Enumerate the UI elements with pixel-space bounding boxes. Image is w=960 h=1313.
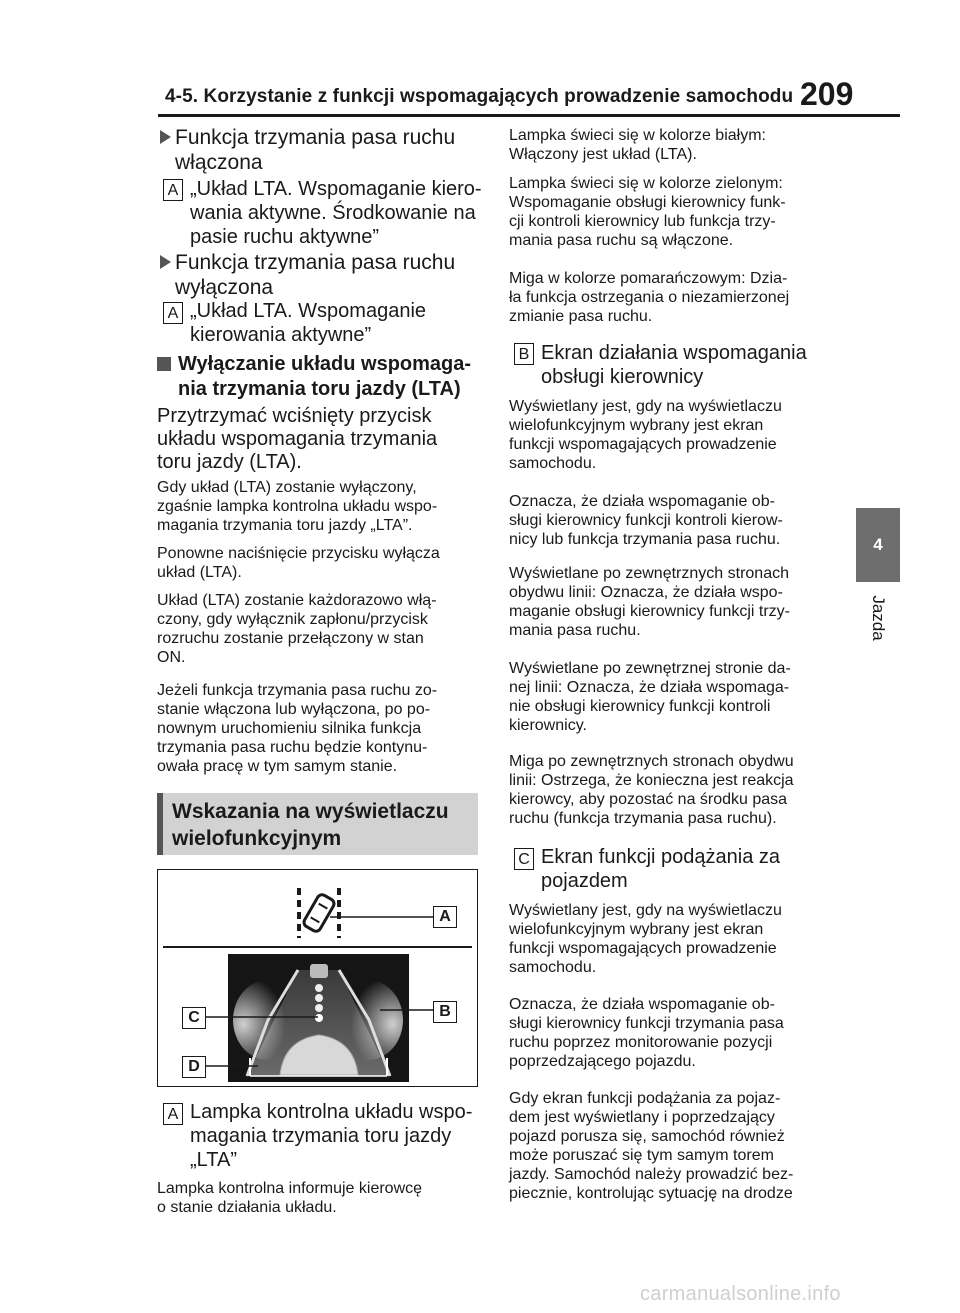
header-title: 4-5. Korzystanie z funkcji wspomagających prowadzenie samochodu bbox=[165, 86, 794, 107]
paragraph: Wyświetlane po zewnętrznych stronach obydwu linii: Oznacza, że działa wspo- maganie obsługi kierownicy funkcji trzy- mania pasa ruchu. bbox=[509, 565, 790, 639]
item-text: „Układ LTA. Wspomaganie kiero- wania aktywne. Środkowanie na pasie ruchu aktywne” bbox=[190, 178, 482, 248]
note-text: Ponowne naciśnięcie przycisku wyłącza układ (LTA). bbox=[157, 545, 440, 581]
item-text: Ekran funkcji podążania za pojazdem bbox=[541, 846, 781, 892]
figure-label-b: B bbox=[433, 1001, 457, 1023]
lta-indicator-icon bbox=[299, 888, 339, 938]
label-badge: A bbox=[163, 302, 183, 324]
display-illustration bbox=[158, 870, 477, 1086]
item-text: „Układ LTA. Wspomaganie kierowania aktywne” bbox=[190, 300, 427, 346]
item-text: Lampka kontrolna układu wspo- magania trzymania toru jazdy „LTA” bbox=[190, 1101, 473, 1171]
paragraph: Oznacza, że działa wspomaganie ob- sługi kierownicy funkcji kontroli kierow- nicy lub funkcja trzymania pasa ruchu. bbox=[509, 493, 783, 548]
header-rule bbox=[158, 114, 900, 117]
paragraph: Wyświetlany jest, gdy na wyświetlaczu wielofunkcyjnym wybrany jest ekran funkcji wspomagających prowadzenie samochodu. bbox=[509, 398, 782, 472]
note-text: Układ (LTA) zostanie każdorazowo włą- czony, gdy wyłącznik zapłonu/przycisk rozruchu zostanie przełączony w stan ON. bbox=[157, 592, 437, 666]
chapter-label: Jazda bbox=[869, 595, 888, 641]
label-badge: A bbox=[163, 1103, 183, 1125]
item-text: Ekran działania wspomagania obsługi kierownicy bbox=[541, 342, 807, 388]
note-text: Lampka kontrolna informuje kierowcę o stanie działania układu. bbox=[157, 1180, 423, 1216]
paragraph: Miga w kolorze pomarańczowym: Dzia- ła funkcja ostrzegania o niezamierzonej zmianie pasa ruchu. bbox=[509, 270, 790, 325]
paragraph: Wyświetlane po zewnętrznej stronie da- nej linii: Oznacza, że działa wspomaga- nie obsługi kierownicy funkcji kontroli kierownicy. bbox=[509, 660, 791, 734]
paragraph: Oznacza, że działa wspomaganie ob- sługi kierownicy funkcji trzymania pasa ruchu poprzez monitorowanie pozycji poprzedzającego pojazdu. bbox=[509, 996, 784, 1070]
watermark: carmanualsonline.info bbox=[640, 1283, 841, 1305]
paragraph: Wyświetlany jest, gdy na wyświetlaczu wielofunkcyjnym wybrany jest ekran funkcji wspomagających prowadzenie samochodu. bbox=[509, 902, 782, 976]
subheading: Wyłączanie układu wspomaga- nia trzymania toru jazdy (LTA) bbox=[178, 353, 472, 400]
heading-square-icon bbox=[157, 357, 171, 371]
figure-label-a: A bbox=[433, 906, 457, 928]
label-badge: A bbox=[163, 179, 183, 201]
figure-label-c: C bbox=[182, 1007, 206, 1029]
bullet-text: Funkcja trzymania pasa ruchu wyłączona bbox=[175, 251, 456, 299]
paragraph: Lampka świeci się w kolorze zielonym: Wspomaganie obsługi kierownicy funk- cji kontroli kierownicy lub funkcja trzy- mania pasa ruchu są włączone. bbox=[509, 175, 786, 249]
chapter-tab[interactable]: 4 bbox=[856, 508, 900, 582]
bullet-triangle-icon bbox=[160, 130, 171, 144]
section-heading: Wskazania na wyświetlaczu wielofunkcyjnym bbox=[172, 800, 449, 850]
instruction-text: Przytrzymać wciśnięty przycisk układu wspomagania trzymania toru jazdy (LTA). bbox=[157, 405, 438, 473]
label-badge: C bbox=[514, 848, 534, 870]
figure-label-d: D bbox=[182, 1056, 206, 1078]
lane-screen bbox=[228, 954, 409, 1082]
paragraph: Miga po zewnętrznych stronach obydwu linii: Ostrzega, że konieczna jest reakcja kierowcy, aby pozostać na środku pasa ruchu (funkcja trzymania pasa ruchu). bbox=[509, 753, 794, 827]
paragraph: Lampka świeci się w kolorze białym: Włączony jest układ (LTA). bbox=[509, 127, 766, 163]
bullet-text: Funkcja trzymania pasa ruchu włączona bbox=[175, 126, 456, 174]
note-text: Jeżeli funkcja trzymania pasa ruchu zo- stanie włączona lub wyłączona, po po- nownym uruchomieniu silnika funkcja trzymania pasa ruchu będzie kontynu- owała pracę w tym samym stanie. bbox=[157, 682, 438, 775]
page-number: 209 bbox=[800, 76, 854, 112]
note-text: Gdy układ (LTA) zostanie wyłączony, zgaśnie lampka kontrolna układu wspo- magania trzymania toru jazdy „LTA”. bbox=[157, 479, 438, 534]
label-badge: B bbox=[514, 343, 534, 365]
display-figure bbox=[157, 869, 478, 1087]
paragraph: Gdy ekran funkcji podążania za pojaz- dem jest wyświetlany i poprzedzający pojazd porusza się, samochód również może poruszać się tym samym torem jazdy. Samochód należy prowadzić bez- piecznie, kontrolując sytuację na drodze bbox=[509, 1090, 794, 1202]
bullet-triangle-icon bbox=[160, 255, 171, 269]
